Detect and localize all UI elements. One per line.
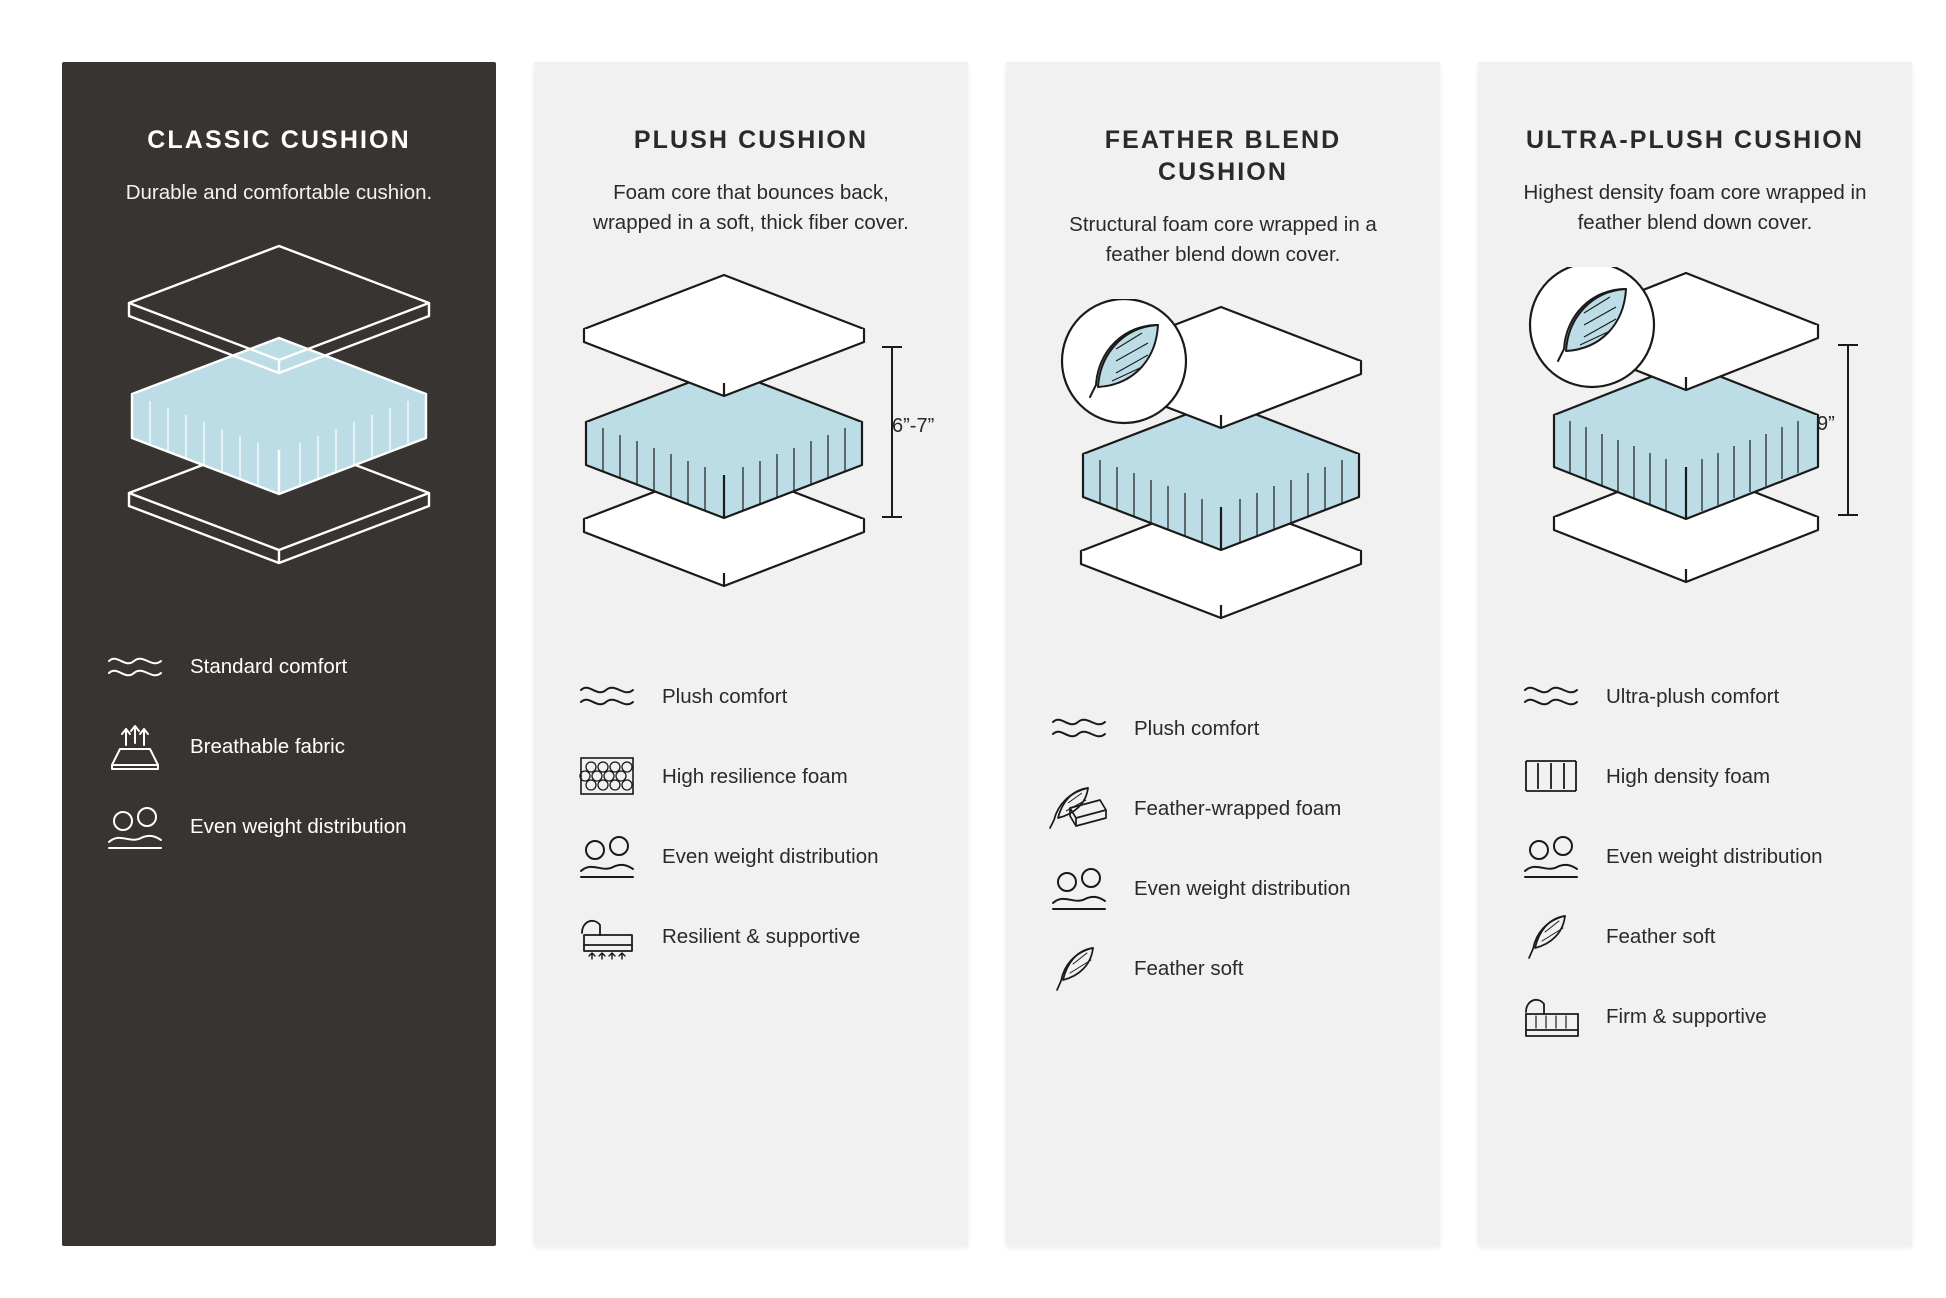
feature-label: Even weight distribution: [662, 844, 879, 868]
dimension-label-ultra-plush: 9”: [1817, 413, 1835, 436]
top-cover: [584, 275, 864, 396]
breathable-fabric-icon: [102, 720, 168, 774]
feature-label: Feather soft: [1134, 956, 1244, 980]
card-description: Foam core that bounces back, wrapped in a soft, thick fiber cover.: [593, 181, 909, 234]
card-description: Highest density foam core wrapped in feather blend down cover.: [1523, 181, 1867, 234]
wave-comfort-icon: [1046, 701, 1112, 755]
feature-item: [574, 669, 928, 723]
even-weight-distribution-icon: [102, 800, 168, 854]
cushion-layers-illustration-classic: [102, 238, 456, 598]
dimension-label-plush: 6”-7”: [892, 415, 935, 438]
cushion-layers-illustration-ultra-plush: [1518, 267, 1872, 627]
feature-item: [1046, 701, 1400, 755]
feature-item: [574, 829, 928, 883]
feature-label: Ultra-plush comfort: [1606, 684, 1780, 708]
feature-item: [1046, 941, 1400, 995]
feature-list: [102, 640, 456, 854]
feature-label: Even weight distribution: [1134, 876, 1351, 900]
card-description: Durable and comfortable cushion.: [125, 181, 433, 204]
firm-supportive-icon: [1518, 989, 1584, 1043]
feature-item: [1046, 861, 1400, 915]
feather-badge-icon: [1530, 267, 1654, 387]
feature-label: Plush comfort: [1134, 716, 1260, 740]
feature-list: [1046, 701, 1400, 995]
cushion-layers-illustration-plush: [574, 267, 935, 627]
feature-label: Feather soft: [1606, 924, 1716, 948]
cushion-layers-illustration-feather-blend: [1046, 299, 1400, 659]
card-title: CLASSIC CUSHION: [147, 126, 411, 154]
feature-label: Resilient & supportive: [662, 924, 861, 948]
card-ultra-plush-cushion: [1478, 62, 1912, 1246]
feature-item: [1518, 989, 1872, 1043]
feature-label: Breathable fabric: [190, 734, 345, 758]
wave-comfort-icon: [1518, 669, 1584, 723]
feature-item: [1518, 749, 1872, 803]
card-feather-blend-cushion: [1006, 62, 1440, 1246]
feature-item: [1046, 781, 1400, 835]
dimension-indicator: [1838, 345, 1858, 515]
even-weight-distribution-icon: [1046, 861, 1112, 915]
feature-list: [574, 669, 928, 963]
feature-label: Even weight distribution: [1606, 844, 1823, 868]
resilient-supportive-icon: [574, 909, 640, 963]
feather-icon: [1046, 941, 1112, 995]
feature-item: [574, 749, 928, 803]
feature-label: Even weight distribution: [190, 814, 407, 838]
feather-icon: [1518, 909, 1584, 963]
feature-item: [102, 800, 456, 854]
feather-badge-icon: [1062, 299, 1186, 423]
wave-comfort-icon: [574, 669, 640, 723]
feature-label: High resilience foam: [662, 764, 848, 788]
card-title: FEATHER BLEND CUSHION: [1104, 126, 1342, 186]
feature-item: [102, 720, 456, 774]
even-weight-distribution-icon: [574, 829, 640, 883]
card-plush-cushion: [534, 62, 968, 1246]
card-title: ULTRA-PLUSH CUSHION: [1525, 126, 1865, 154]
feather-wrapped-foam-icon: [1046, 781, 1112, 835]
feature-item: [1518, 829, 1872, 883]
feature-label: High density foam: [1606, 764, 1771, 788]
feature-item: [1518, 669, 1872, 723]
even-weight-distribution-icon: [1518, 829, 1584, 883]
high-density-foam-icon: [1518, 749, 1584, 803]
feature-list: [1518, 669, 1872, 1043]
feature-item: [1518, 909, 1872, 963]
feature-item: [102, 640, 456, 694]
card-description: Structural foam core wrapped in a feather blend down cover.: [1069, 213, 1377, 266]
feature-label: Standard comfort: [190, 654, 348, 678]
feature-label: Feather-wrapped foam: [1134, 796, 1342, 820]
high-resilience-foam-icon: [574, 749, 640, 803]
feature-label: Firm & supportive: [1606, 1004, 1767, 1028]
card-title: PLUSH CUSHION: [633, 126, 869, 154]
card-classic-cushion: [62, 62, 496, 1246]
feature-item: [574, 909, 928, 963]
wave-comfort-icon: [102, 640, 168, 694]
feature-label: Plush comfort: [662, 684, 788, 708]
